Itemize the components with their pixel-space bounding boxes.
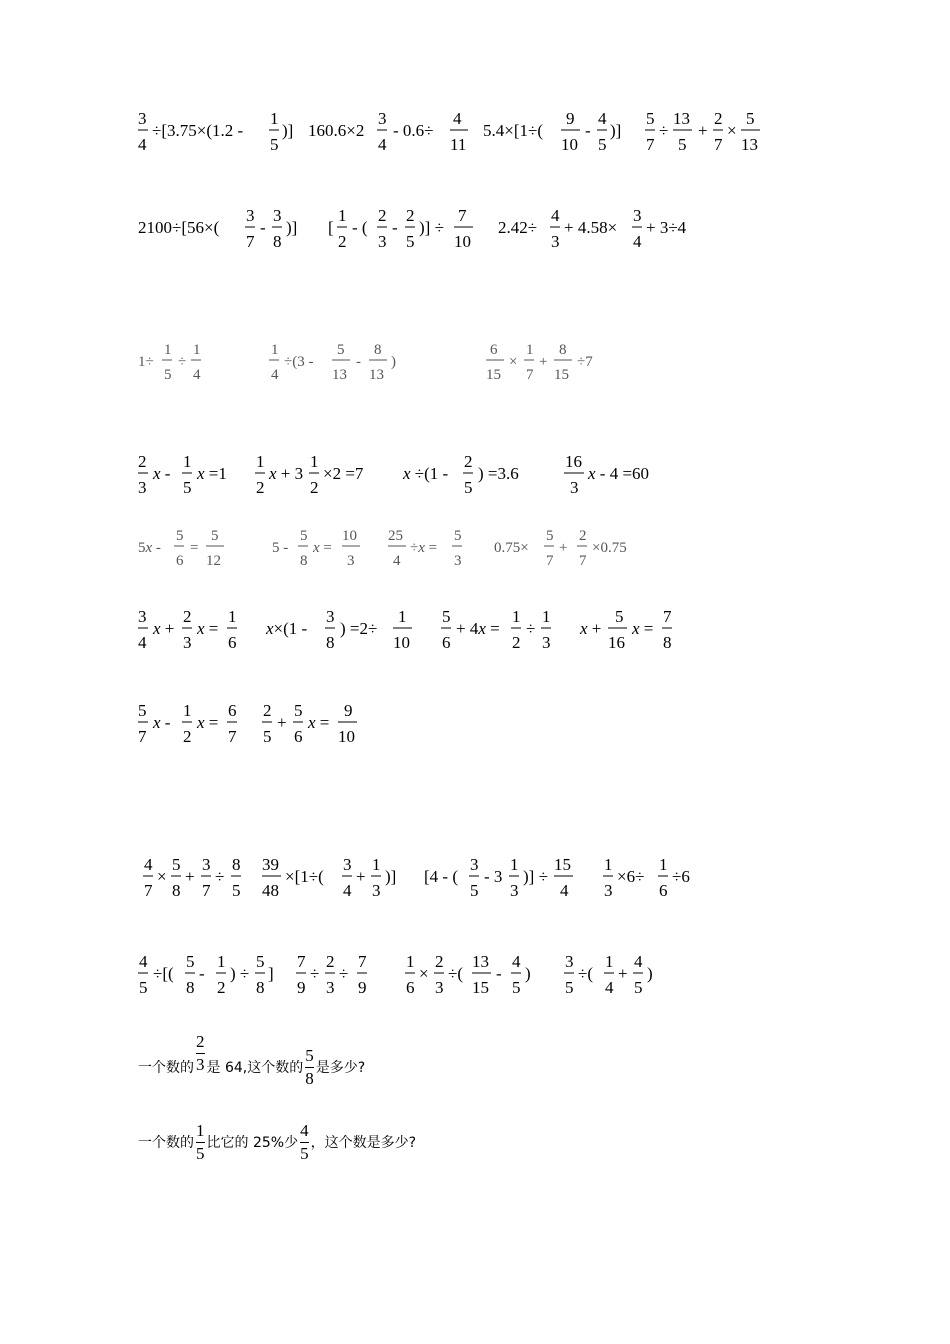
r8-plus: + — [185, 867, 195, 886]
r9-frac7-num: 7 — [358, 952, 367, 971]
r1-frac4-num: 4 — [453, 109, 462, 128]
r9-plus: + — [618, 964, 628, 983]
r4-frac2-den: 5 — [183, 478, 192, 497]
word-problem-1 — [138, 1032, 366, 1090]
r4-frac4-num: 1 — [310, 452, 319, 471]
r4-part-f: ) =3.6 — [478, 464, 519, 483]
r4-frac6-den: 3 — [570, 478, 579, 497]
r8-frac3-den: 7 — [202, 881, 211, 900]
r6-frac9-den: 16 — [608, 633, 625, 652]
r3-paren: ) — [391, 354, 396, 370]
r6-frac2-den: 3 — [183, 633, 192, 652]
r2-part-f: + 4.58× — [564, 218, 618, 237]
r6-frac4-num: 3 — [326, 607, 335, 626]
r3-frac7-num: 1 — [526, 342, 534, 358]
r3-frac3-den: 4 — [271, 367, 279, 383]
r8-frac10-den: 4 — [560, 881, 569, 900]
r9-frac6-num: 2 — [326, 952, 335, 971]
r2-minus: - — [260, 218, 266, 237]
r8-frac9-den: 3 — [510, 881, 519, 900]
wp2-after: 比它的 25%少 — [206, 1134, 299, 1151]
r2-part-b: )] — [286, 218, 298, 237]
equation-row-4 — [138, 449, 778, 506]
wp1-before: 一个数的 — [138, 1059, 194, 1076]
r6-frac8-den: 3 — [542, 633, 551, 652]
r9-frac13-num: 1 — [605, 952, 614, 971]
wp2-frac2-den: 5 — [300, 1144, 309, 1164]
r8-plus-2: + — [356, 867, 366, 886]
r1-frac3-den: 4 — [378, 135, 387, 154]
r2-part-a: 2100÷[56×( — [138, 218, 220, 237]
r2-frac3-num: 1 — [338, 206, 347, 225]
r3-frac8-num: 8 — [559, 342, 567, 358]
r6-frac5-den: 10 — [393, 633, 410, 652]
equation-row-5-svg — [138, 525, 778, 575]
r9-part-d: ÷( — [448, 964, 463, 983]
equation-row-7-svg — [138, 698, 538, 750]
r8-frac10-num: 15 — [554, 855, 571, 874]
wp2-frac1-bar — [196, 1142, 205, 1143]
r9-frac12-num: 3 — [565, 952, 574, 971]
r2-frac2-num: 3 — [273, 206, 282, 225]
r8-part-g: ÷6 — [672, 867, 690, 886]
expression-row-2-svg — [138, 203, 778, 255]
r8-frac11-num: 1 — [604, 855, 613, 874]
r7-frac2-num: 1 — [183, 701, 192, 720]
expression-row-8-svg — [138, 852, 778, 906]
r4-part-c: x + 3 — [269, 464, 304, 483]
r6-part-b: x = — [197, 619, 219, 638]
r9-frac5-den: 9 — [297, 978, 306, 997]
r6-part-g: x = — [632, 619, 654, 638]
r1-minus: - — [585, 121, 591, 140]
r2-frac1-den: 7 — [246, 232, 255, 251]
r3-part-b: ÷(3 - — [284, 354, 314, 370]
r6-part-d: ) =2÷ — [340, 619, 378, 638]
r7-plus: + — [277, 713, 287, 732]
equation-row-7 — [138, 698, 538, 755]
r3-frac4-num: 5 — [337, 342, 345, 358]
r1-frac7-den: 7 — [646, 135, 655, 154]
r2-frac5-den: 5 — [406, 232, 415, 251]
r6-frac8-num: 1 — [542, 607, 551, 626]
r9-part-b: ) ÷ — [230, 964, 250, 983]
r1-plus: + — [698, 121, 708, 140]
r9-part-c: ] — [268, 964, 274, 983]
r9-frac8-num: 1 — [406, 952, 415, 971]
r6-frac1-den: 4 — [138, 633, 147, 652]
r5-part-a: 5x - — [138, 540, 161, 556]
r1-frac9-den: 7 — [714, 135, 723, 154]
r9-frac10-den: 15 — [472, 978, 489, 997]
equation-row-4-svg — [138, 449, 778, 501]
r6-frac1-num: 3 — [138, 607, 147, 626]
r4-frac1-den: 3 — [138, 478, 147, 497]
r2-frac7-num: 4 — [551, 206, 560, 225]
r1-frac6-num: 4 — [598, 109, 607, 128]
r8-frac9-num: 1 — [510, 855, 519, 874]
r1-frac6-den: 5 — [598, 135, 607, 154]
r6-frac10-den: 8 — [663, 633, 672, 652]
r1-frac5-den: 10 — [561, 135, 578, 154]
r1-part-e: 5.4×[1÷( — [483, 121, 543, 140]
r1-part-a: ÷[3.75×(1.2 - — [152, 121, 244, 140]
r1-frac-num-3: 3 — [138, 109, 147, 128]
r1-times: × — [727, 121, 737, 140]
r6-frac3-num: 1 — [228, 607, 237, 626]
expression-row-9 — [138, 949, 778, 1008]
r7-frac1-den: 7 — [138, 727, 147, 746]
r9-frac5-num: 7 — [297, 952, 306, 971]
r6-frac9-num: 5 — [615, 607, 624, 626]
r6-frac6-num: 5 — [442, 607, 451, 626]
r3-minus: - — [356, 354, 361, 370]
r6-frac7-den: 2 — [512, 633, 521, 652]
wp2-tail: ，这个数是多少? — [310, 1134, 417, 1151]
equation-row-6 — [138, 604, 778, 661]
r9-frac2-num: 5 — [186, 952, 195, 971]
r2-frac1-num: 3 — [246, 206, 255, 225]
r8-frac6-num: 3 — [343, 855, 352, 874]
r8-div: ÷ — [215, 867, 225, 886]
r1-frac7-num: 5 — [646, 109, 655, 128]
r1-frac5-num: 9 — [566, 109, 575, 128]
r7-frac1-num: 5 — [138, 701, 147, 720]
r9-frac3-den: 2 — [217, 978, 226, 997]
r6-div: ÷ — [526, 619, 536, 638]
wp1-frac1-den: 3 — [196, 1055, 205, 1075]
r8-part-f: ×6÷ — [617, 867, 645, 886]
wp2-frac2-num: 4 — [300, 1121, 309, 1140]
wp2-fraction-1 — [196, 1121, 205, 1165]
r4-frac3-num: 1 — [256, 452, 265, 471]
wp1-frac2-bar — [305, 1067, 314, 1068]
r5-plus: + — [559, 540, 568, 556]
r6-frac6-den: 6 — [442, 633, 451, 652]
r2-frac2-den: 8 — [273, 232, 282, 251]
r9-frac8-den: 6 — [406, 978, 415, 997]
r1-frac2-den: 5 — [270, 135, 279, 154]
wp1-frac2-den: 8 — [305, 1069, 314, 1089]
r5-part-e: 0.75× — [494, 540, 529, 556]
r1-frac-den-4: 4 — [138, 135, 147, 154]
r5-part-c: x = — [313, 540, 332, 556]
r6-part-a: x + — [153, 619, 175, 638]
r9-part-e: ÷( — [578, 964, 593, 983]
r3-frac3-num: 1 — [271, 342, 279, 358]
r6-frac7-num: 1 — [512, 607, 521, 626]
r8-frac7-num: 1 — [372, 855, 381, 874]
expression-row-8 — [138, 852, 778, 911]
r7-frac5-den: 6 — [294, 727, 303, 746]
r3-frac6-den: 15 — [486, 367, 501, 383]
r5-frac4-num: 10 — [342, 528, 357, 544]
wp2-before: 一个数的 — [138, 1134, 194, 1151]
r6-part-e: + 4x = — [456, 619, 500, 638]
r6-frac2-num: 2 — [183, 607, 192, 626]
r9-frac2-den: 8 — [186, 978, 195, 997]
r4-frac5-den: 5 — [464, 478, 473, 497]
r5-frac4-den: 3 — [347, 553, 355, 569]
expression-row-3-svg — [138, 339, 778, 389]
r9-frac11-num: 4 — [512, 952, 521, 971]
r9-frac10-num: 13 — [472, 952, 489, 971]
r7-part-c: x = — [308, 713, 330, 732]
r4-frac6-num: 16 — [565, 452, 582, 471]
r9-frac3-num: 1 — [217, 952, 226, 971]
r2-frac4-den: 3 — [378, 232, 387, 251]
r5-frac7-num: 5 — [546, 528, 554, 544]
r1-frac8-den: 5 — [678, 135, 687, 154]
r2-part-g: + 3÷4 — [646, 218, 687, 237]
r8-frac5-num: 39 — [262, 855, 279, 874]
r8-frac7-den: 3 — [372, 881, 381, 900]
r9-frac7-den: 9 — [358, 978, 367, 997]
r5-part-f: ×0.75 — [592, 540, 627, 556]
r3-frac6-num: 6 — [490, 342, 498, 358]
r4-frac1-num: 2 — [138, 452, 147, 471]
r8-part-d: - 3 — [484, 867, 503, 886]
wp2-fraction-2 — [300, 1121, 309, 1165]
wp1-frac1-bar — [196, 1053, 205, 1054]
r8-frac2-num: 5 — [172, 855, 181, 874]
r3-frac1-num: 1 — [164, 342, 172, 358]
r9-paren-2: ) — [647, 964, 653, 983]
r9-frac1-num: 4 — [139, 952, 148, 971]
r6-part-f: x + — [580, 619, 602, 638]
r3-times: × — [509, 354, 518, 370]
r9-div: ÷ — [310, 964, 320, 983]
wp2-frac1-den: 5 — [196, 1144, 205, 1164]
r9-frac14-den: 5 — [634, 978, 643, 997]
wp2-frac1-num: 1 — [196, 1121, 205, 1140]
r5-frac7-den: 7 — [546, 553, 554, 569]
r1-frac8-num: 13 — [673, 109, 690, 128]
r8-part-c: [4 - ( — [424, 867, 458, 886]
r3-frac4-den: 13 — [332, 367, 347, 383]
r9-frac14-num: 4 — [634, 952, 643, 971]
r4-frac2-num: 1 — [183, 452, 192, 471]
r3-frac2-den: 4 — [193, 367, 201, 383]
r5-frac5-num: 25 — [388, 528, 403, 544]
r5-frac1-num: 5 — [176, 528, 184, 544]
r6-frac3-den: 6 — [228, 633, 237, 652]
r9-frac1-den: 5 — [139, 978, 148, 997]
r7-frac3-den: 7 — [228, 727, 237, 746]
r1-part-b: )] — [282, 121, 294, 140]
wp1-frac2-num: 5 — [305, 1046, 314, 1065]
r7-frac2-den: 2 — [183, 727, 192, 746]
r1-part-f: )] — [610, 121, 622, 140]
r9-frac9-den: 3 — [435, 978, 444, 997]
r9-frac6-den: 3 — [326, 978, 335, 997]
r9-minus-2: - — [496, 964, 502, 983]
r7-frac5-num: 5 — [294, 701, 303, 720]
r1-frac9-num: 2 — [714, 109, 723, 128]
r8-frac1-den: 7 — [144, 881, 153, 900]
wp1-after: 是 64,这个数的 — [206, 1059, 304, 1076]
r2-part-c: - ( — [352, 218, 368, 237]
r4-frac3-den: 2 — [256, 478, 265, 497]
r8-part-b: )] — [385, 867, 397, 886]
r6-frac5-num: 1 — [398, 607, 407, 626]
r7-frac3-num: 6 — [228, 701, 237, 720]
r8-times: × — [157, 867, 167, 886]
wp1-frac1-num: 2 — [196, 1032, 205, 1051]
r7-frac6-num: 9 — [344, 701, 353, 720]
r8-frac4-den: 5 — [232, 881, 241, 900]
r5-frac6-num: 5 — [454, 528, 462, 544]
r6-frac10-num: 7 — [663, 607, 672, 626]
r3-frac7-den: 7 — [526, 367, 534, 383]
r6-part-c: x×(1 - — [266, 619, 308, 638]
r4-part-e: x ÷(1 - — [403, 464, 449, 483]
r9-frac11-den: 5 — [512, 978, 521, 997]
r8-frac12-num: 1 — [659, 855, 668, 874]
r9-frac13-den: 4 — [605, 978, 614, 997]
r1-frac2-num: 1 — [270, 109, 279, 128]
r3-part-c: ÷7 — [577, 354, 593, 370]
wp1-tail: 是多少? — [315, 1059, 366, 1076]
r5-part-d: ÷x = — [410, 540, 438, 556]
r5-part-b: 5 - — [272, 540, 289, 556]
r2-minus-2: - — [392, 218, 398, 237]
r7-part-b: x = — [197, 713, 219, 732]
r3-frac8-den: 15 — [554, 367, 569, 383]
word-problem-2 — [138, 1121, 416, 1165]
expression-row-1 — [138, 106, 778, 163]
r8-frac8-den: 5 — [470, 881, 479, 900]
r2-part-d: )] ÷ — [419, 218, 444, 237]
r2-frac8-den: 4 — [633, 232, 642, 251]
r8-frac8-num: 3 — [470, 855, 479, 874]
expression-row-9-svg — [138, 949, 778, 1003]
r4-part-g: x - 4 =60 — [588, 464, 650, 483]
r4-frac4-den: 2 — [310, 478, 319, 497]
r8-frac4-num: 8 — [232, 855, 241, 874]
r1-frac4-den: 11 — [450, 135, 467, 154]
r9-times: × — [419, 964, 429, 983]
r1-part-d: - 0.6÷ — [393, 121, 434, 140]
r9-frac4-den: 8 — [256, 978, 265, 997]
r9-frac12-den: 5 — [565, 978, 574, 997]
r9-minus: - — [199, 964, 205, 983]
r5-frac5-den: 4 — [393, 553, 401, 569]
r5-frac6-den: 3 — [454, 553, 462, 569]
r2-frac7-den: 3 — [551, 232, 560, 251]
r8-frac1-num: 4 — [144, 855, 153, 874]
r3-frac1-den: 5 — [164, 367, 172, 383]
r5-frac2-den: 12 — [206, 553, 221, 569]
r2-frac8-num: 3 — [633, 206, 642, 225]
r3-frac5-den: 13 — [369, 367, 384, 383]
wp1-fraction-2 — [305, 1046, 314, 1090]
expression-row-1-svg — [138, 106, 778, 158]
r8-frac11-den: 3 — [604, 881, 613, 900]
r2-part-e: 2.42÷ — [498, 218, 538, 237]
r8-frac2-den: 8 — [172, 881, 181, 900]
r9-div-2: ÷ — [339, 964, 349, 983]
r1-frac10-den: 13 — [741, 135, 758, 154]
r8-frac5-den: 48 — [262, 881, 279, 900]
wp1-fraction-1 — [196, 1032, 205, 1076]
expression-row-3 — [138, 339, 778, 394]
r5-frac3-den: 8 — [300, 553, 308, 569]
equation-row-6-svg — [138, 604, 778, 656]
r8-frac3-num: 3 — [202, 855, 211, 874]
r3-frac2-num: 1 — [193, 342, 201, 358]
equation-row-5 — [138, 525, 778, 580]
r5-frac8-den: 7 — [579, 553, 587, 569]
r5-frac2-num: 5 — [211, 528, 219, 544]
wp2-frac2-bar — [300, 1142, 309, 1143]
r3-div: ÷ — [178, 354, 187, 370]
r3-frac5-num: 8 — [374, 342, 382, 358]
r9-paren: ) — [525, 964, 531, 983]
r5-frac8-num: 2 — [579, 528, 587, 544]
r2-frac6-den: 10 — [454, 232, 471, 251]
r2-bracket: [ — [328, 218, 334, 237]
r6-frac4-den: 8 — [326, 633, 335, 652]
r4-part-a: x - — [153, 464, 171, 483]
r7-frac4-num: 2 — [263, 701, 272, 720]
r5-frac3-num: 5 — [300, 528, 308, 544]
r1-div: ÷ — [659, 121, 669, 140]
r1-frac10-num: 5 — [746, 109, 755, 128]
r1-part-c: 160.6×2 — [308, 121, 365, 140]
r3-part-a: 1÷ — [138, 354, 154, 370]
r9-part-a: ÷[( — [153, 964, 174, 983]
r4-frac5-num: 2 — [464, 452, 473, 471]
r8-part-e: )] ÷ — [523, 867, 548, 886]
r3-plus: + — [539, 354, 548, 370]
r7-part-a: x - — [153, 713, 171, 732]
expression-row-2 — [138, 203, 778, 260]
r7-frac4-den: 5 — [263, 727, 272, 746]
r7-frac6-den: 10 — [338, 727, 355, 746]
r4-part-b: x =1 — [197, 464, 227, 483]
r5-frac1-den: 6 — [176, 553, 184, 569]
r1-frac3-num: 3 — [378, 109, 387, 128]
r9-frac9-num: 2 — [435, 952, 444, 971]
r4-part-d: ×2 =7 — [323, 464, 364, 483]
r9-frac4-num: 5 — [256, 952, 265, 971]
r2-frac3-den: 2 — [338, 232, 347, 251]
r8-frac12-den: 6 — [659, 881, 668, 900]
r2-frac6-num: 7 — [458, 206, 467, 225]
r5-eq: = — [190, 540, 199, 556]
r8-frac6-den: 4 — [343, 881, 352, 900]
r2-frac5-num: 2 — [406, 206, 415, 225]
r2-frac4-num: 2 — [378, 206, 387, 225]
r8-part-a: ×[1÷( — [285, 867, 324, 886]
